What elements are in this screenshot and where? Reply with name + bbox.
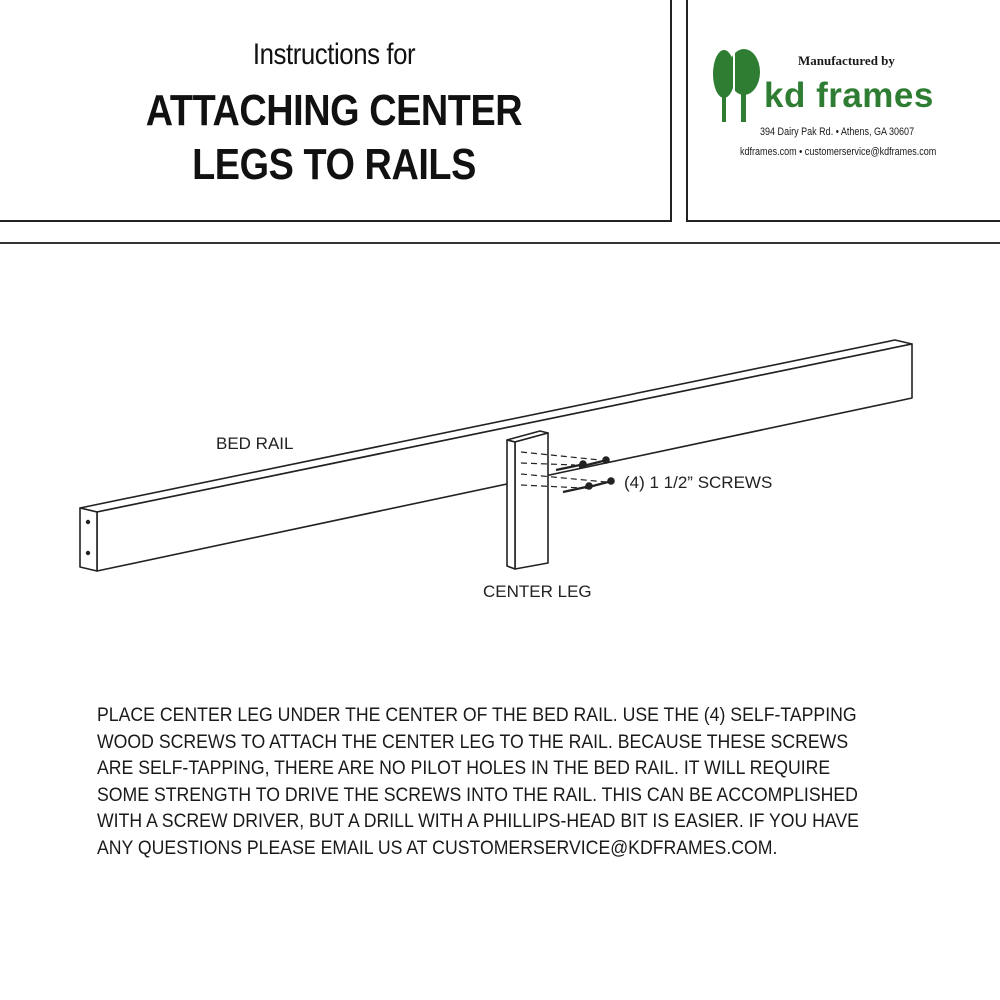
instructions-text	[97, 703, 869, 862]
brand-contact: kdframes.com • customerservice@kdframes.com	[740, 146, 937, 158]
manufactured-by-label: Manufactured by	[798, 53, 895, 68]
brand-name: kd frames	[764, 76, 934, 115]
instructions-line: SOME STRENGTH TO DRIVE THE SCREWS INTO THE RAIL. THIS CAN BE ACCOMPLISHED	[97, 784, 858, 806]
page-title-line-1: ATTACHING CENTER	[145, 86, 523, 135]
instructions-line: ANY QUESTIONS PLEASE EMAIL US AT CUSTOMERSERVICE@KDFRAMES.COM.	[97, 837, 778, 859]
bed-rail	[80, 340, 912, 571]
bed-rail-label: BED RAIL	[216, 434, 294, 453]
instructions-line: PLACE CENTER LEG UNDER THE CENTER OF THE BED RAIL. USE THE (4) SELF-TAPPING	[97, 705, 857, 726]
page-title-line-2: LEGS TO RAILS	[192, 140, 476, 189]
instructions-line: WITH A SCREW DRIVER, BUT A DRILL WITH A PHILLIPS-HEAD BIT IS EASIER. IF YOU HAVE	[97, 811, 859, 832]
instructions-line: ARE SELF-TAPPING, THERE ARE NO PILOT HOLES IN THE BED RAIL. IT WILL REQUIRE	[97, 758, 831, 779]
screw-icon	[563, 483, 592, 492]
screws-label: (4) 1 1/2” SCREWS	[624, 473, 773, 492]
instructions-for-label: Instructions for	[252, 38, 416, 71]
center-leg-label: CENTER LEG	[483, 582, 592, 601]
instructions-line: WOOD SCREWS TO ATTACH THE CENTER LEG TO THE RAIL. BECAUSE THESE SCREWS	[97, 731, 849, 753]
center-leg	[507, 431, 548, 569]
brand-address: 394 Dairy Pak Rd. • Athens, GA 30607	[760, 126, 915, 138]
